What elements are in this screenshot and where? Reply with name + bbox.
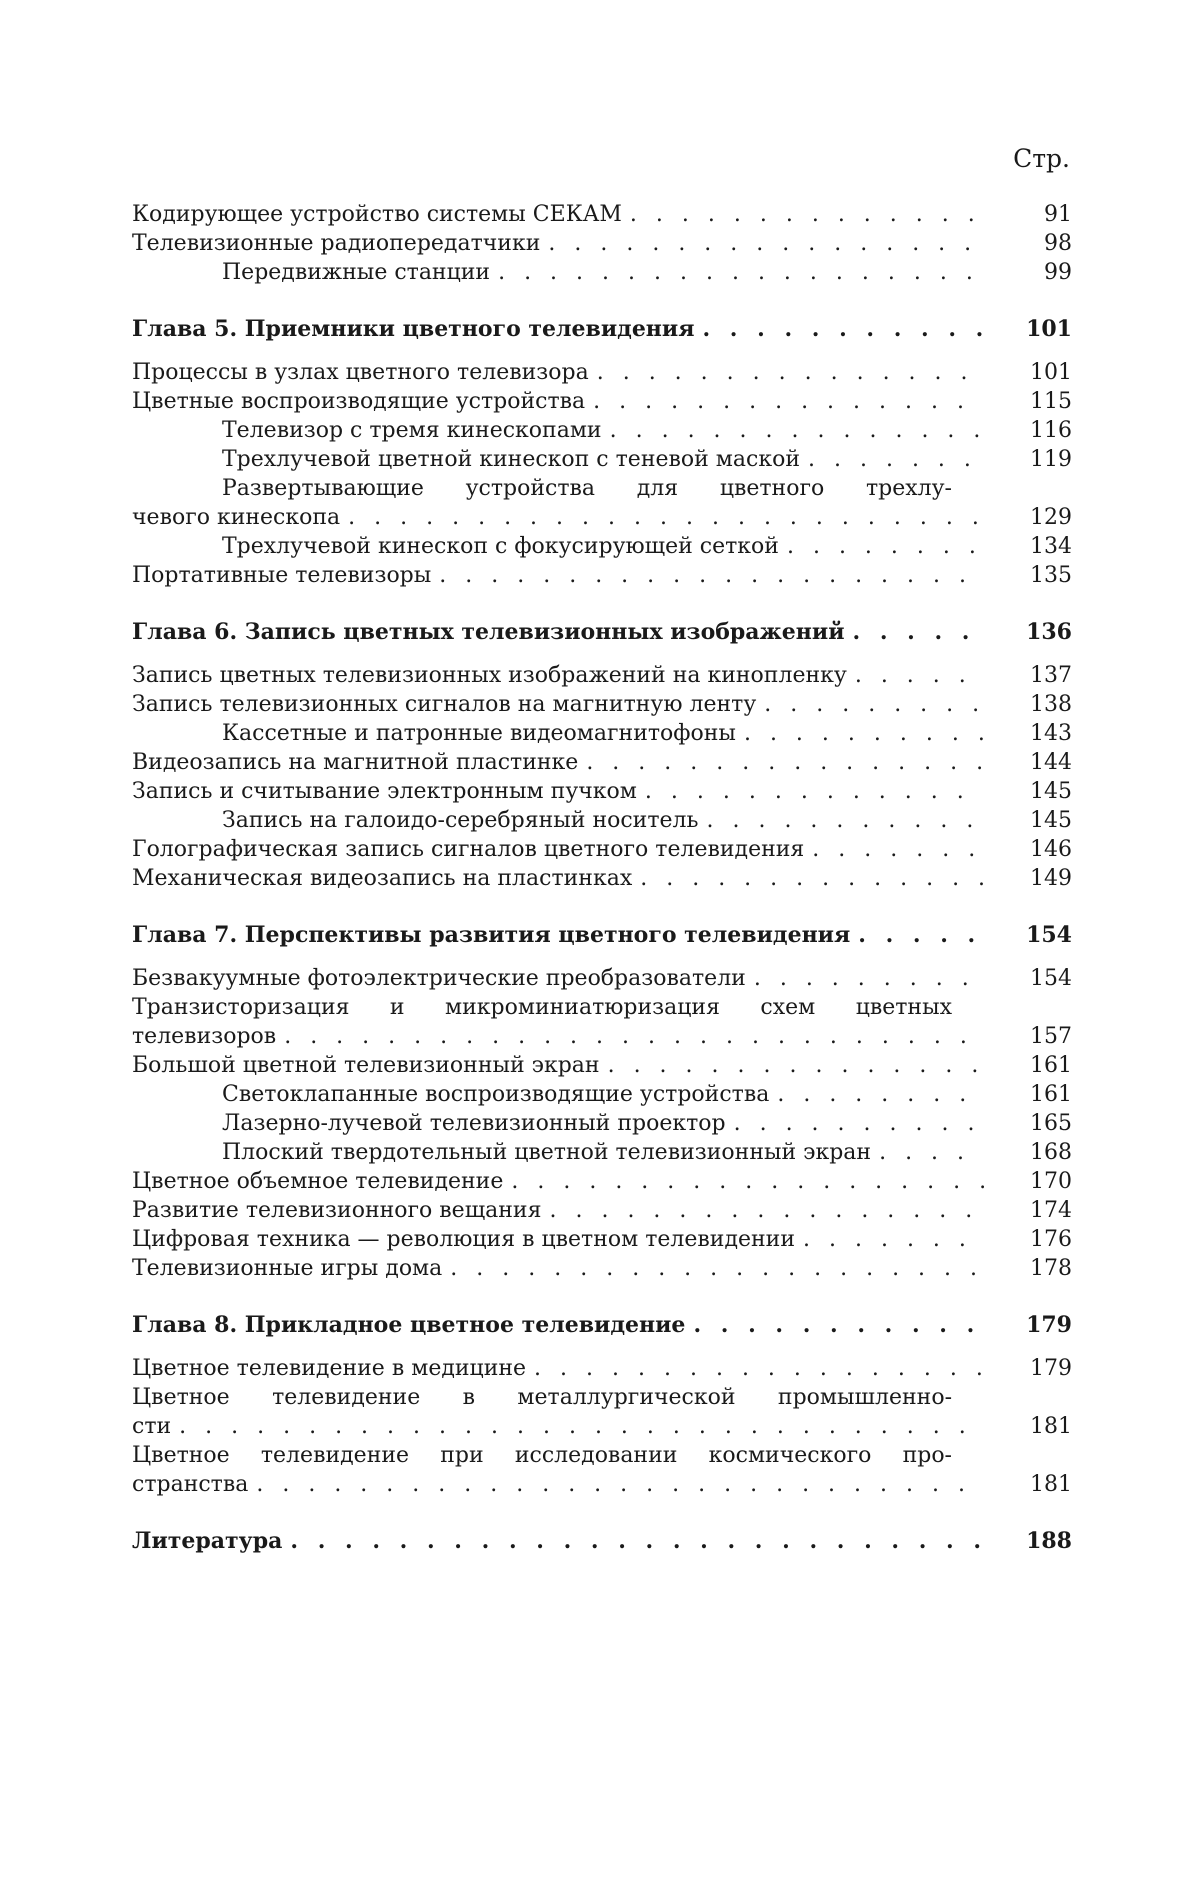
toc-entry-title: Запись цветных телевизионных изображений на кинопленку	[132, 661, 847, 690]
toc-entry-page-number: 144	[992, 748, 1072, 777]
toc-entry-title: Трехлучевой кинескоп с фокусирующей сеткой	[132, 532, 779, 561]
toc-entry-title: Светоклапанные воспроизводящие устройства	[132, 1080, 769, 1109]
toc-entry-title: Глава 8. Прикладное цветное телевидение	[132, 1311, 685, 1340]
leader-dots	[706, 806, 984, 835]
toc-entry[interactable]	[132, 690, 1072, 719]
toc-entry-title: Трехлучевой цветной кинескоп с теневой маской	[132, 445, 800, 474]
toc-entry-page-number: 101	[992, 358, 1072, 387]
leader-dots	[630, 200, 984, 229]
toc-entry-page-number: 91	[992, 200, 1072, 229]
toc-entry-title-line-2: телевизоров	[132, 1022, 276, 1051]
toc-entry-page-number: 161	[992, 1051, 1072, 1080]
toc-entry[interactable]	[132, 200, 1072, 229]
leader-dots	[534, 1354, 984, 1383]
toc-entry-title: Лазерно-лучевой телевизионный проектор	[132, 1109, 726, 1138]
toc-entry-page-number: 146	[992, 835, 1072, 864]
leader-dots	[586, 748, 984, 777]
leader-dots	[702, 315, 984, 344]
toc-entry-title: Плоский твердотельный цветной телевизионный экран	[132, 1138, 871, 1167]
toc-entry-title-line-1: Цветное телевидение при исследовании космического про-	[132, 1441, 1072, 1470]
toc-entry-title-line-1: Транзисторизация и микроминиатюризация схем цветных	[132, 993, 1072, 1022]
leader-dots	[787, 532, 984, 561]
toc-entry-title: Развитие телевизионного вещания	[132, 1196, 541, 1225]
toc-entry[interactable]	[132, 1441, 1072, 1499]
toc-entry[interactable]	[132, 1167, 1072, 1196]
toc-entry-page-number: 165	[992, 1109, 1072, 1138]
toc-entry[interactable]	[132, 748, 1072, 777]
toc-literature-entry[interactable]	[132, 1527, 1072, 1556]
leader-dots	[597, 358, 984, 387]
toc-entry-title: Глава 5. Приемники цветного телевидения	[132, 315, 694, 344]
toc-header	[132, 138, 1072, 178]
leader-dots	[640, 864, 984, 893]
leader-dots	[348, 503, 984, 532]
toc-subentry[interactable]	[132, 532, 1072, 561]
toc-entry-page-number: 178	[992, 1254, 1072, 1283]
toc-entry[interactable]	[132, 1383, 1072, 1441]
toc-subentry[interactable]	[132, 1138, 1072, 1167]
toc-entry-title: Цифровая техника — революция в цветном телевидении	[132, 1225, 795, 1254]
toc-entry-page-number: 179	[992, 1311, 1072, 1340]
toc-entry-title-line-1: Развертывающие устройства для цветного трехлу-	[132, 474, 1072, 503]
toc-entry-page-number: 135	[992, 561, 1072, 590]
leader-dots	[853, 618, 984, 647]
toc-entry-page-number: 98	[992, 229, 1072, 258]
toc-entry-page-number: 99	[992, 258, 1072, 287]
toc-entry[interactable]	[132, 1354, 1072, 1383]
leader-dots	[744, 719, 984, 748]
toc-entry-title: Телевизор с тремя кинескопами	[132, 416, 602, 445]
toc-entry-title-line-1: Цветное телевидение в металлургической промышленно-	[132, 1383, 1072, 1412]
leader-dots	[879, 1138, 984, 1167]
toc-entry-title: Телевизионные игры дома	[132, 1254, 442, 1283]
toc-subentry[interactable]	[132, 416, 1072, 445]
leader-dots	[754, 964, 984, 993]
toc-entry[interactable]	[132, 661, 1072, 690]
toc-list	[132, 200, 1072, 1556]
toc-entry[interactable]	[132, 864, 1072, 893]
toc-entry-title-line-2: сти	[132, 1412, 171, 1441]
toc-entry-page-number: 116	[992, 416, 1072, 445]
toc-entry-page-number: 161	[992, 1080, 1072, 1109]
toc-entry-page-number: 179	[992, 1354, 1072, 1383]
leader-dots	[511, 1167, 984, 1196]
page-column-label: Стр.	[1013, 144, 1072, 173]
toc-entry-page-number: 136	[992, 618, 1072, 647]
leader-dots	[290, 1527, 984, 1556]
toc-subentry[interactable]	[132, 445, 1072, 474]
toc-entry-page-number: 145	[992, 806, 1072, 835]
toc-entry[interactable]	[132, 474, 1072, 532]
leader-dots	[610, 416, 984, 445]
leader-dots	[693, 1311, 984, 1340]
toc-entry-title: Цветное телевидение в медицине	[132, 1354, 526, 1383]
leader-dots	[808, 445, 984, 474]
toc-entry-page-number: 176	[992, 1225, 1072, 1254]
toc-entry[interactable]	[132, 964, 1072, 993]
leader-dots	[608, 1051, 984, 1080]
leader-dots	[734, 1109, 984, 1138]
toc-entry-page-number: 168	[992, 1138, 1072, 1167]
leader-dots	[450, 1254, 984, 1283]
toc-entry-title-line-2: странства	[132, 1470, 248, 1499]
toc-entry-title: Цветное объемное телевидение	[132, 1167, 503, 1196]
toc-entry[interactable]	[132, 1225, 1072, 1254]
toc-entry-page-number: 145	[992, 777, 1072, 806]
toc-entry-title: Большой цветной телевизионный экран	[132, 1051, 600, 1080]
toc-entry-last-line	[132, 1470, 1072, 1499]
toc-entry-page-number: 154	[992, 921, 1072, 950]
leader-dots	[764, 690, 984, 719]
toc-entry-title: Запись телевизионных сигналов на магнитную ленту	[132, 690, 756, 719]
leader-dots	[858, 921, 984, 950]
leader-dots	[812, 835, 984, 864]
toc-entry-page-number: 138	[992, 690, 1072, 719]
toc-chapter-heading[interactable]	[132, 921, 1072, 950]
leader-dots	[179, 1412, 984, 1441]
toc-entry-title: Передвижные станции	[132, 258, 490, 287]
toc-entry-page-number: 137	[992, 661, 1072, 690]
toc-subentry[interactable]	[132, 719, 1072, 748]
toc-entry[interactable]	[132, 1051, 1072, 1080]
leader-dots	[645, 777, 984, 806]
toc-chapter-heading[interactable]	[132, 315, 1072, 344]
toc-entry-page-number: 170	[992, 1167, 1072, 1196]
toc-chapter-heading[interactable]	[132, 618, 1072, 647]
leader-dots	[777, 1080, 984, 1109]
toc-entry-page-number: 149	[992, 864, 1072, 893]
toc-entry-page-number: 174	[992, 1196, 1072, 1225]
leader-dots	[498, 258, 984, 287]
toc-entry-page-number: 134	[992, 532, 1072, 561]
toc-entry-title: Кассетные и патронные видеомагнитофоны	[132, 719, 736, 748]
leader-dots	[284, 1022, 984, 1051]
toc-entry-title: Процессы в узлах цветного телевизора	[132, 358, 589, 387]
toc-entry[interactable]	[132, 358, 1072, 387]
toc-entry-last-line	[132, 1412, 1072, 1441]
toc-entry-title: Цветные воспроизводящие устройства	[132, 387, 585, 416]
toc-entry-last-line	[132, 1022, 1072, 1051]
toc-entry-page-number: 157	[992, 1022, 1072, 1051]
toc-entry[interactable]	[132, 561, 1072, 590]
toc-entry-page-number: 101	[992, 315, 1072, 344]
toc-entry-title: Литература	[132, 1527, 282, 1556]
toc-entry[interactable]	[132, 1254, 1072, 1283]
toc-subentry[interactable]	[132, 258, 1072, 287]
leader-dots	[593, 387, 984, 416]
toc-entry-title: Телевизионные радиопередатчики	[132, 229, 540, 258]
leader-dots	[803, 1225, 984, 1254]
toc-entry-page-number: 143	[992, 719, 1072, 748]
leader-dots	[855, 661, 984, 690]
toc-entry-page-number: 115	[992, 387, 1072, 416]
toc-entry-page-number: 188	[992, 1527, 1072, 1556]
toc-entry-page-number: 181	[992, 1412, 1072, 1441]
toc-entry-page-number: 119	[992, 445, 1072, 474]
toc-entry[interactable]	[132, 229, 1072, 258]
toc-entry-title: Видеозапись на магнитной пластинке	[132, 748, 578, 777]
leader-dots	[548, 229, 984, 258]
toc-entry-page-number: 154	[992, 964, 1072, 993]
toc-subentry[interactable]	[132, 1109, 1072, 1138]
toc-entry-page-number: 181	[992, 1470, 1072, 1499]
toc-entry[interactable]	[132, 835, 1072, 864]
leader-dots	[256, 1470, 984, 1499]
toc-entry-page-number: 129	[992, 503, 1072, 532]
toc-entry-title: Безвакуумные фотоэлектрические преобразователи	[132, 964, 746, 993]
toc-subentry[interactable]	[132, 1080, 1072, 1109]
toc-entry-title: Портативные телевизоры	[132, 561, 431, 590]
toc-entry-title: Кодирующее устройство системы СЕКАМ	[132, 200, 622, 229]
toc-entry-title: Запись на галоидо-серебряный носитель	[132, 806, 698, 835]
toc-entry-title: Механическая видеозапись на пластинках	[132, 864, 632, 893]
toc-subentry[interactable]	[132, 806, 1072, 835]
toc-entry-title: Глава 7. Перспективы развития цветного телевидения	[132, 921, 850, 950]
toc-entry-title: Голографическая запись сигналов цветного телевидения	[132, 835, 804, 864]
toc-entry[interactable]	[132, 387, 1072, 416]
toc-entry-title-line-2: чевого кинескопа	[132, 503, 340, 532]
toc-entry-title: Запись и считывание электронным пучком	[132, 777, 637, 806]
leader-dots	[549, 1196, 984, 1225]
toc-entry[interactable]	[132, 777, 1072, 806]
toc-entry[interactable]	[132, 1196, 1072, 1225]
toc-entry-last-line	[132, 503, 1072, 532]
toc-entry-title: Глава 6. Запись цветных телевизионных изображений	[132, 618, 845, 647]
toc-chapter-heading[interactable]	[132, 1311, 1072, 1340]
leader-dots	[439, 561, 984, 590]
toc-page	[132, 138, 1072, 1556]
toc-entry[interactable]	[132, 993, 1072, 1051]
